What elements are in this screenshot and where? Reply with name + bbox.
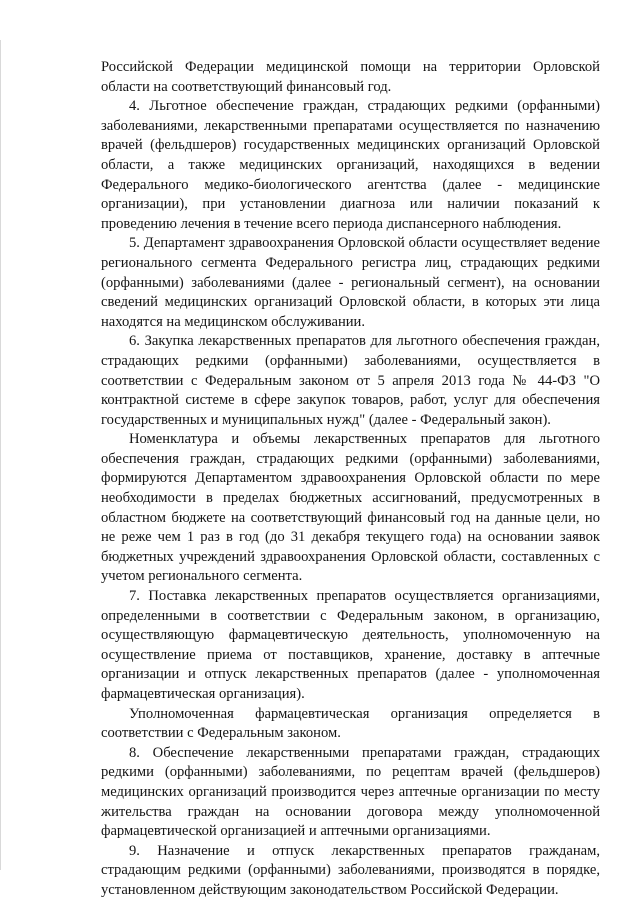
paragraph-nomenclature: Номенклатура и объемы лекарственных препаратов для льготного обеспечения граждан, страдающих редкими (орфанными) заболеваниями, формируются Департаментом здравоохранения Орловской области по мере необходимости в пределах бюджетных ассигнований, предусмотренных в областном бюджете на соответствующий финансовый год на данные цели, но не реже чем 1 раз в год (до 31 декабря текущего года) на основании заявок бюджетных учреждений здравоохранения Орловской области, составленных с учетом регионального сегмента. [101, 431, 600, 585]
paragraph-item-7: 7. Поставка лекарственных препаратов осуществляется организациями, определенными в соответствии с Федеральным законом, в организацию, осуществляющую фармацевтическую деятельность, уполномоченную на осуществление приема от поставщиков, хранение, доставку в аптечные организации и отпуск лекарственных препаратов (далее - уполномоченная фармацевтическая организация). [101, 588, 600, 702]
paragraph-item-4: 4. Льготное обеспечение граждан, страдающих редкими (орфанными) заболеваниями, лекарственными препаратами осуществляется по назначению врачей (фельдшеров) государственных медицинских организаций Орловской области, а также медицинских организаций, находящихся в ведении Федерального медико-биологического агентства (далее - медицинские организации), при установлении диагноза или наличии показаний к проведению лечения в течение всего периода диспансерного наблюдения. [101, 98, 600, 232]
paragraph-item-9: 9. Назначение и отпуск лекарственных препаратов гражданам, страдающим редкими (орфанными) заболеваниями, производятся в порядке, установленном действующим законодательством Российской Федерации. [101, 842, 600, 898]
paragraph-item-5: 5. Департамент здравоохранения Орловской области осуществляет ведение регионального сегмента Федерального регистра лиц, страдающих редкими (орфанными) заболеваниями (далее - региональный сегмент), на основании сведений медицинских организаций Орловской области, в которых эти лица находятся на медицинском обслуживании. [101, 235, 600, 330]
document-body [101, 58, 600, 901]
paragraph-authorized-org: Уполномоченная фармацевтическая организация определяется в соответствии с Федеральным законом. [101, 705, 600, 742]
paragraph-continuation: Российской Федерации медицинской помощи на территории Орловской области на соответствующий финансовый год. [101, 59, 600, 95]
page-edge-line [0, 40, 1, 870]
paragraph-item-8: 8. Обеспечение лекарственными препаратами граждан, страдающих редкими (орфанными) заболеваниями, по рецептам врачей (фельдшеров) медицинских организаций производится через аптечные организации по месту жительства граждан на основании договора между уполномоченной фармацевтической организацией и аптечными организациями. [101, 744, 600, 840]
paragraph-item-6: 6. Закупка лекарственных препаратов для льготного обеспечения граждан, страдающих редкими (орфанными) заболеваниями, осуществляется в соответствии с Федеральным законом от 5 апреля 2013 года № 44-ФЗ "О контрактной системе в сфере закупок товаров, работ, услуг для обеспечения государственных и муниципальных нужд" (далее - Федеральный закон). [101, 333, 600, 428]
